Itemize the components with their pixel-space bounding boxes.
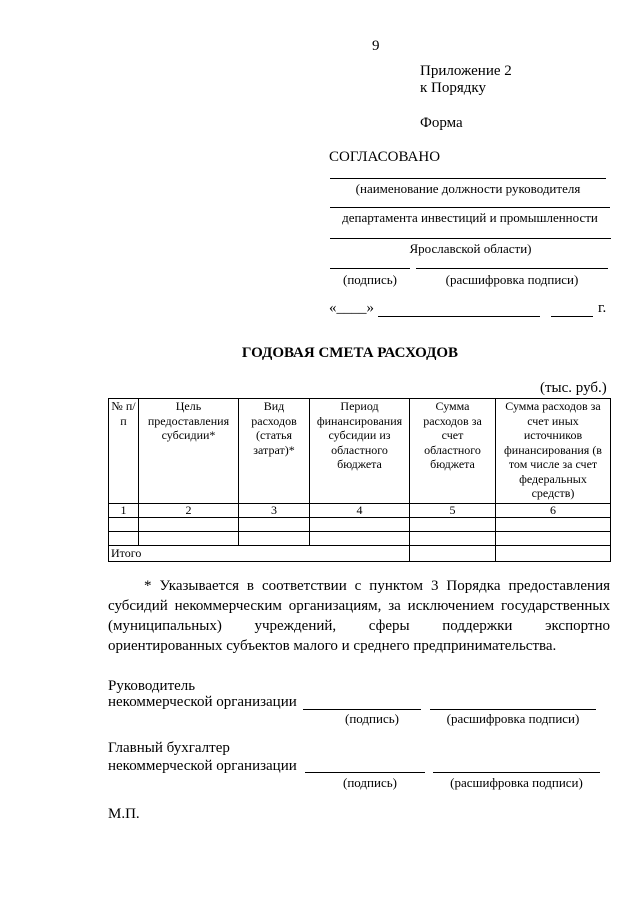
approval-year-suffix: г. [598, 300, 607, 316]
budget-table [108, 398, 611, 562]
approval-signature-line [330, 268, 410, 269]
accountant-transcript-line [433, 772, 600, 773]
table-cell[interactable] [410, 532, 496, 546]
head-title-line1: Руководитель [108, 678, 196, 694]
footnote-line: * Указывается в соответствии с пунктом 3 Порядка предоставления [144, 578, 610, 594]
table-row [109, 518, 611, 532]
total-label: Итого [109, 546, 410, 562]
column-number: 1 [109, 504, 139, 518]
seal-label: М.П. [108, 806, 140, 822]
footnote [108, 576, 610, 656]
attachment-line2: к Порядку [420, 80, 486, 96]
table-cell[interactable] [310, 518, 410, 532]
table-cell[interactable] [139, 518, 239, 532]
table-cell[interactable] [496, 532, 611, 546]
table-cell[interactable] [496, 518, 611, 532]
header-regional-amount: Сумма расходов за счет областного бюджета [410, 399, 496, 504]
header-number: № п/п [109, 399, 139, 504]
footnote-line: субсидий некоммерческим организациям, за исключением государственных [108, 598, 610, 614]
approval-date-year-line [551, 316, 593, 317]
table-number-row [109, 504, 611, 518]
units-label: (тыс. руб.) [540, 380, 607, 396]
accountant-transcript-caption: (расшифровка подписи) [450, 775, 583, 790]
head-transcript-line [430, 709, 596, 710]
table-total-row [109, 546, 611, 562]
table-cell[interactable] [310, 532, 410, 546]
page-number: 9 [372, 38, 380, 54]
accountant-signature-caption: (подпись) [343, 775, 397, 790]
header-period: Период финансирования субсидии из областного бюджета [310, 399, 410, 504]
column-number: 5 [410, 504, 496, 518]
header-expense-type: Вид расходов (статья затрат)* [239, 399, 310, 504]
footnote-line: (муниципальных) учреждений, сферы поддержки экспортно [108, 618, 610, 634]
approval-caption-3: Ярославской области) [409, 241, 532, 256]
accountant-signature-line [305, 772, 425, 773]
column-number: 6 [496, 504, 611, 518]
total-regional-amount[interactable] [410, 546, 496, 562]
head-transcript-caption: (расшифровка подписи) [446, 711, 580, 726]
column-number: 3 [239, 504, 310, 518]
table-cell[interactable] [139, 532, 239, 546]
head-title-line2: некоммерческой организации [108, 694, 297, 710]
header-purpose: Цель предоставления субсидии* [139, 399, 239, 504]
table-cell[interactable] [239, 532, 310, 546]
approval-caption-1: (наименование должности руководителя [355, 181, 581, 196]
table-cell[interactable] [109, 532, 139, 546]
form-label: Форма [420, 115, 463, 131]
footnote-line: ориентированных субъектов малого и среднего предпринимательства. [108, 638, 557, 654]
total-other-amount[interactable] [496, 546, 611, 562]
accountant-title-line1: Главный бухгалтер [108, 740, 230, 756]
table-cell[interactable] [410, 518, 496, 532]
table-row [109, 532, 611, 546]
column-number: 2 [139, 504, 239, 518]
table-cell[interactable] [239, 518, 310, 532]
approval-line-3 [330, 238, 611, 239]
approval-signature-caption: (подпись) [343, 272, 397, 287]
approval-line-1 [330, 178, 606, 179]
document-title: ГОДОВАЯ СМЕТА РАСХОДОВ [241, 345, 459, 361]
approval-caption-2: департамента инвестиций и промышленности [342, 210, 598, 225]
approval-title: СОГЛАСОВАНО [329, 149, 441, 165]
attachment-line1: Приложение 2 [420, 63, 512, 79]
head-signature-line [303, 709, 421, 710]
approval-date-month-line [378, 316, 540, 317]
table-cell[interactable] [109, 518, 139, 532]
header-other-amount: Сумма расходов за счет иных источников финансирования (в том числе за счет федеральных средств) [496, 399, 611, 504]
approval-line-2 [330, 207, 610, 208]
approval-transcript-caption: (расшифровка подписи) [445, 272, 579, 287]
accountant-title-line2: некоммерческой организации [108, 758, 297, 774]
approval-date-day: «____» [329, 300, 374, 316]
head-signature-caption: (подпись) [345, 711, 399, 726]
table-header-row [109, 399, 611, 504]
column-number: 4 [310, 504, 410, 518]
approval-transcript-line [416, 268, 608, 269]
